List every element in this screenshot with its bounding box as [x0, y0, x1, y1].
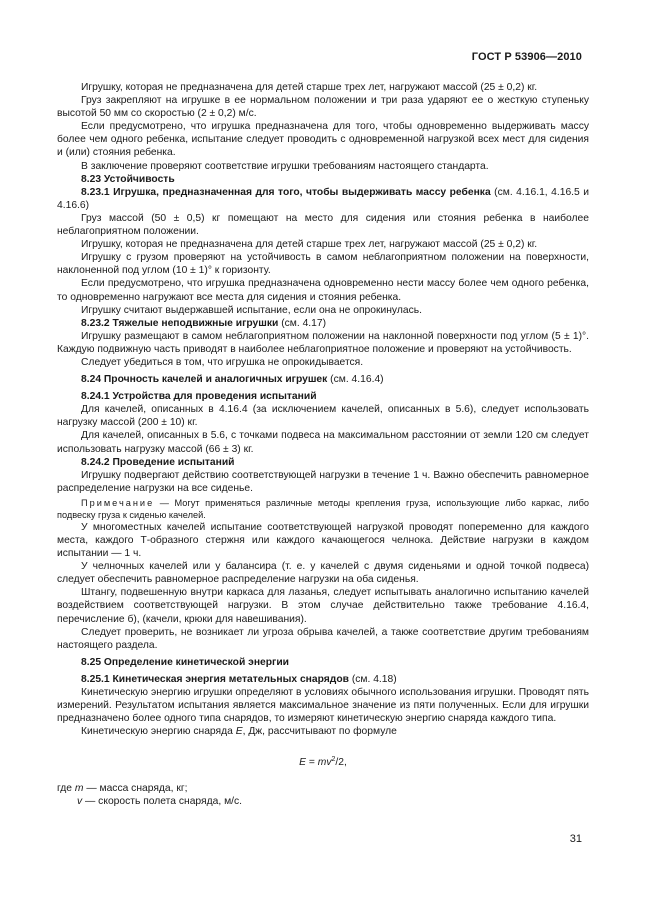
note-label: Примечание [81, 497, 155, 508]
heading-ref: (см. 4.16.1, 4.16.5 и 4.16.6) [57, 186, 589, 211]
paragraph: Груз закрепляют на игрушке в ее нормальном положении и три раза ударяют ее о жесткую ступеньку высотой 50 мм со скоростью (2 ± 0,2) м/с. [57, 95, 589, 120]
def-symbol: v [77, 795, 83, 807]
document-code: ГОСТ Р 53906—2010 [471, 51, 582, 63]
paragraph: Игрушку, которая не предназначена для детей старше трех лет, нагружают массой (25 ± 0,2) кг. [81, 82, 538, 93]
paragraph: Игрушку, которая не предназначена для детей старше трех лет, нагружают массой (25 ± 0,2) кг. [81, 239, 538, 251]
heading-text: 8.23.1 Игрушка, предназначенная для того, чтобы выдерживать массу ребенка [81, 186, 491, 198]
note [57, 497, 589, 521]
section-heading-8-23: 8.23 Устойчивость [81, 173, 175, 185]
paragraph: У челночных качелей или у балансира (т. е. у качелей с двумя сиденьями и одной точкой подвеса) следует обеспечить равномерное распределение нагрузки на оба сиденья. [57, 561, 589, 586]
paragraph: Игрушку с грузом проверяют на устойчивость в самом неблагоприятном положении на поверхности, наклоненной под углом (10 ± 1)° к горизонту. [57, 252, 589, 277]
page-number: 31 [569, 833, 582, 845]
formula-rest: /2, [335, 757, 347, 769]
paragraph: Если предусмотрено, что игрушка предназначена одновременно нести массу более чем одного ребенка, то одновременно нагружают все места для сидения и стояния ребенка. [57, 278, 589, 303]
formula [57, 756, 589, 769]
paragraph: Игрушку подвергают действию соответствующей нагрузки в течение 1 ч. Важно обеспечить равномерное распределение нагрузки на все сиденье. [57, 469, 589, 494]
paragraph: Для качелей, описанных в 5.6, с точками подвеса на максимальном расстоянии от земли 120 см следует использовать нагрузку массой (66 ± 3) кг. [57, 430, 589, 455]
paragraph: У многоместных качелей испытание соответствующей нагрузкой проводят попеременно для каждого места, каждого Т-образного стержня или каждого качающегося челнока. Действие нагрузки в каждом испытании — 1 ч. [57, 521, 589, 560]
subsection-heading-8-24-1: 8.24.1 Устройства для проведения испытаний [81, 391, 317, 403]
heading-ref: (см. 4.18) [348, 673, 397, 685]
def-text: — масса снаряда, кг; [83, 782, 188, 794]
paragraph: Штангу, подвешенную внутри каркаса для лазанья, следует испытывать аналогично испытанию качелей воздействием соответствующей нагрузки. В этом случае действительно также требование 4.16.4, перечисление б), (качели, крюки для навешивания). [57, 587, 589, 625]
heading-text: 8.25.1 Кинетическая энергия метательных снарядов [81, 673, 349, 685]
section-heading-8-24 [57, 373, 589, 386]
heading-text: 8.24 Прочность качелей и аналогичных игрушек [81, 374, 328, 386]
paragraph: Игрушку считают выдержавшей испытание, если она не опрокинулась. [81, 304, 422, 316]
paragraph: Если предусмотрено, что игрушка предназначена для того, чтобы одновременно выдерживать массу более чем одного ребенка, испытание следует проводить с одновременной нагрузкой всех мест для сидения и (или) стояния ребенка. [57, 121, 589, 159]
text-segment: , Дж, рассчитывают по формуле [242, 726, 397, 738]
section-heading-8-25: 8.25 Определение кинетической энергии [81, 656, 290, 668]
def-symbol: m [74, 782, 84, 794]
formula-mv: mv [317, 757, 332, 769]
subsection-heading-8-25-1 [57, 673, 589, 686]
definition-m [57, 782, 589, 795]
heading-ref: (см. 4.17) [278, 317, 327, 329]
formula-lhs: E [299, 757, 307, 769]
note-text: — Могут применяться различные методы крепления груза, использующие либо каркас, либо подвеску груза к сиденью качелей. [57, 497, 589, 520]
heading-text: 8.23.2 Тяжелые неподвижные игрушки [81, 317, 279, 329]
heading-ref: (см. 4.16.4) [327, 374, 384, 386]
formula-exponent: 2 [331, 756, 336, 764]
paragraph [57, 725, 589, 738]
definition-v [57, 795, 589, 808]
variable: E [235, 726, 243, 738]
paragraph: В заключение проверяют соответствие игрушки требованиям настоящего стандарта. [81, 160, 489, 172]
document-body [57, 81, 589, 808]
subsection-heading-8-24-2: 8.24.2 Проведение испытаний [81, 456, 235, 468]
def-text: — скорость полета снаряда, м/с. [82, 795, 243, 807]
subsection-heading-8-23-1 [57, 186, 589, 212]
subsection-heading-8-23-2 [57, 317, 589, 330]
paragraph: Игрушку размещают в самом неблагоприятном положении на наклонной поверхности под углом (5 ± 1)°. Каждую подвижную часть приводят в наиболее неблагоприятное положение и проверяют на устойчивость. [57, 330, 589, 355]
paragraph: Следует проверить, не возникает ли угроза обрыва качелей, а также соответствие другим требованиям настоящего раздела. [57, 626, 589, 651]
def-prefix: где [57, 782, 75, 794]
formula-eq: = [306, 757, 318, 769]
paragraph: Кинетическую энергию игрушки определяют в условиях обычного использования игрушки. Проводят пять измерений. Результатом испытания является максимальное значение из пяти полученных. Если для игрушки предназначено более одного типа снарядов, то измеряют кинетическую энергию снаряда каждого типа. [57, 687, 589, 725]
paragraph: Груз массой (50 ± 0,5) кг помещают на место для сидения или стояния ребенка в наиболее неблагоприятном положении. [57, 212, 589, 238]
text-segment: Кинетическую энергию снаряда [81, 726, 236, 738]
paragraph: Следует убедиться в том, что игрушка не опрокидывается. [81, 356, 364, 368]
paragraph: Для качелей, описанных в 4.16.4 (за исключением качелей, описанных в 5.6), следует использовать нагрузку массой (200 ± 10) кг. [57, 404, 589, 429]
